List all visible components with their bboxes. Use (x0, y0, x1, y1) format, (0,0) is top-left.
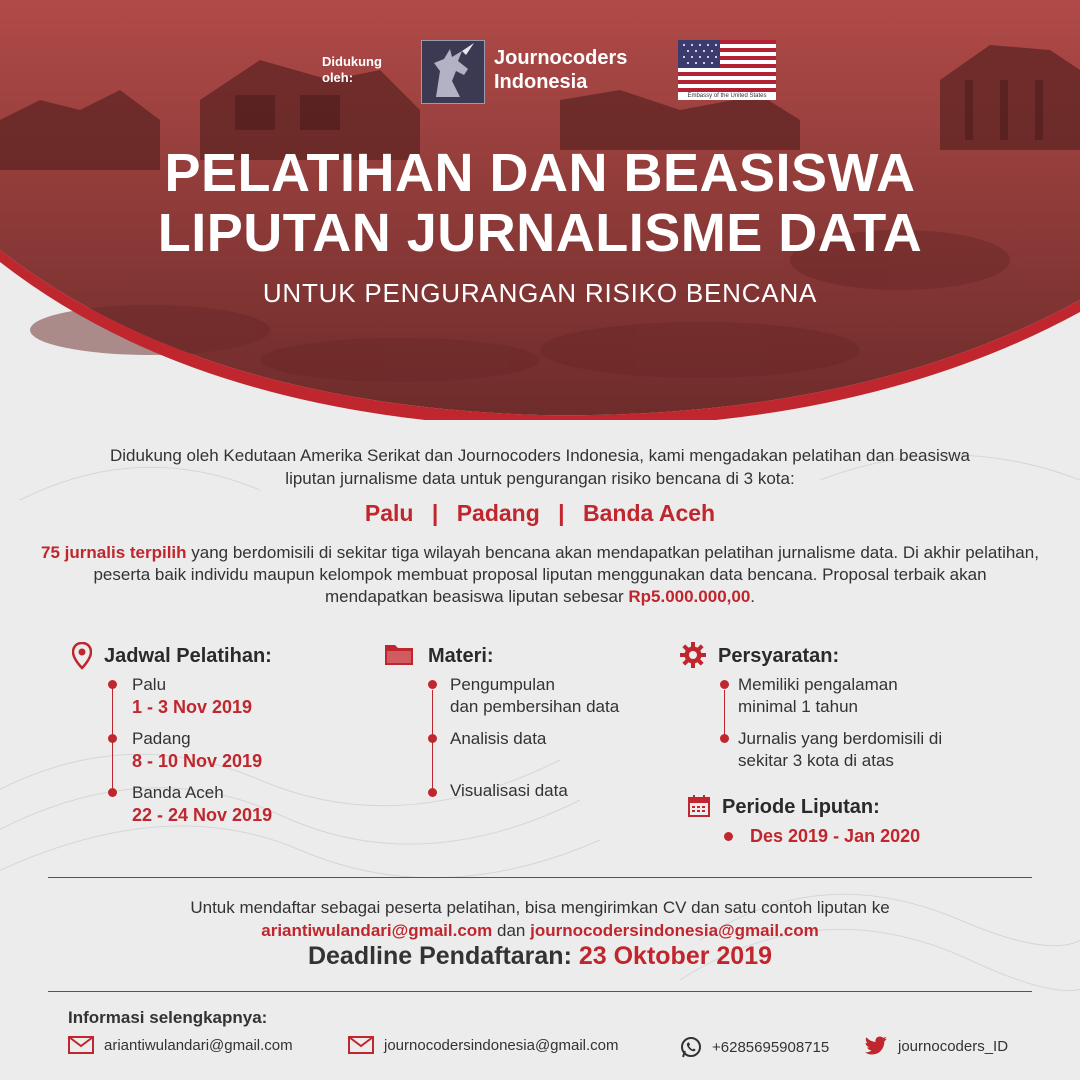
period-title: Periode Liputan: (722, 796, 880, 818)
contact-text: +6285695908715 (712, 1038, 830, 1056)
material-line: Visualisasi data (450, 781, 568, 800)
registration-text: Untuk mendaftar sebagai peserta pelatihan, bisa mengirimkan CV dan satu contoh liputan ke (190, 898, 890, 917)
us-embassy-logo (678, 40, 776, 100)
requirement-item (738, 728, 942, 772)
bullet (720, 680, 729, 689)
city-padang: Padang (456, 500, 540, 526)
city-list (0, 500, 1080, 527)
bullet (108, 734, 117, 743)
material-item (450, 674, 619, 718)
whatsapp-icon (680, 1036, 702, 1058)
headline-line-2: LIPUTAN JURNALISME DATA (157, 203, 923, 263)
schedule-item (132, 674, 252, 719)
description-end: . (750, 587, 756, 606)
registration-info (0, 896, 1080, 942)
schedule-city: Palu (132, 675, 167, 694)
requirements-title: Persyaratan: (718, 645, 840, 667)
deadline-value: 23 Oktober 2019 (578, 942, 773, 970)
journocoders-logo (421, 40, 485, 104)
schedule-item (132, 728, 262, 773)
contact-email-journocoders[interactable] (348, 1036, 619, 1054)
contact-twitter[interactable] (864, 1036, 1008, 1056)
material-item (450, 780, 568, 802)
contact-whatsapp[interactable] (680, 1036, 829, 1058)
city-separator: | (558, 500, 565, 526)
org-name: Journocoders Indonesia (494, 47, 628, 93)
schedule-date: 8 - 10 Nov 2019 (132, 751, 263, 771)
schedule-title: Jadwal Pelatihan: (104, 645, 272, 667)
divider (48, 991, 1032, 992)
highlight-journalists: 75 jurnalis terpilih (41, 543, 187, 562)
description (40, 542, 1040, 608)
period-value: Des 2019 - Jan 2020 (750, 826, 921, 846)
location-pin-icon (72, 642, 92, 670)
bullet (108, 788, 117, 797)
schedule-item (132, 782, 272, 827)
material-line: Pengumpulan (450, 675, 555, 694)
period-item (750, 825, 920, 848)
requirement-line: sekitar 3 kota di atas (738, 751, 894, 770)
schedule-date: 1 - 3 Nov 2019 (132, 697, 253, 717)
registration-conj: dan (492, 921, 531, 940)
headline-line-1: PELATIHAN DAN BEASISWA (164, 143, 916, 203)
city-banda-aceh: Banda Aceh (583, 500, 716, 526)
email-link-arianti[interactable]: ariantiwulandari@gmail.com (261, 921, 493, 940)
deadline (0, 942, 1080, 971)
schedule-city: Banda Aceh (132, 783, 224, 802)
email-link-journocoders[interactable]: journocodersindonesia@gmail.com (530, 921, 819, 940)
gear-icon (680, 642, 706, 668)
material-line: Analisis data (450, 729, 547, 748)
contact-text: journocoders_ID (898, 1037, 1009, 1055)
bullet (724, 832, 733, 841)
twitter-icon (864, 1036, 888, 1056)
subheadline: UNTUK PENGURANGAN RISIKO BENCANA (262, 278, 818, 308)
contact-email-arianti[interactable] (68, 1036, 293, 1054)
bullet (428, 734, 437, 743)
mail-icon (68, 1036, 94, 1054)
deadline-label: Deadline Pendaftaran: (307, 942, 579, 970)
schedule-city: Padang (132, 729, 191, 748)
description-body: yang berdomisili di sekitar tiga wilayah bencana akan mendapatkan pelatihan jurnalisme data. Di akhir pelatihan, peserta baik individu maupun kelompok membuat proposal liputan menggunakan data bencana. Proposal terbaik akan mendapatkan beasiswa liputan sebesar (93, 543, 1039, 606)
bullet (108, 680, 117, 689)
embassy-caption: Embassy of the United States (678, 92, 776, 100)
more-info-title: Informasi selengkapnya: (68, 1008, 268, 1027)
city-palu: Palu (364, 500, 414, 526)
requirement-line: Memiliki pengalaman (738, 675, 898, 694)
material-line: dan pembersihan data (450, 697, 620, 716)
scholarship-amount: Rp5.000.000,00 (628, 587, 751, 606)
contact-text: ariantiwulandari@gmail.com (104, 1036, 293, 1054)
bullet (428, 788, 437, 797)
contact-text: journocodersindonesia@gmail.com (384, 1036, 619, 1054)
requirements-timeline (724, 690, 725, 740)
city-separator: | (431, 500, 439, 526)
requirement-line: Jurnalis yang berdomisili di (738, 729, 943, 748)
material-item (450, 728, 546, 750)
sponsor-label: Didukung oleh: (322, 54, 382, 85)
requirement-line: minimal 1 tahun (738, 697, 859, 716)
materials-title: Materi: (428, 645, 494, 667)
bullet (720, 734, 729, 743)
divider (48, 877, 1032, 878)
calendar-icon (688, 795, 710, 817)
hero-banner (0, 0, 1080, 420)
folder-icon (384, 642, 414, 666)
requirement-item (738, 674, 898, 718)
schedule-date: 22 - 24 Nov 2019 (132, 805, 273, 825)
mail-icon (348, 1036, 374, 1054)
intro-text: Didukung oleh Kedutaan Amerika Serikat dan Journocoders Indonesia, kami mengadakan pelatihan dan beasiswa liputan jurnalisme data untuk pengurangan risiko bencana di 3 kota: (109, 446, 970, 488)
bullet (428, 680, 437, 689)
